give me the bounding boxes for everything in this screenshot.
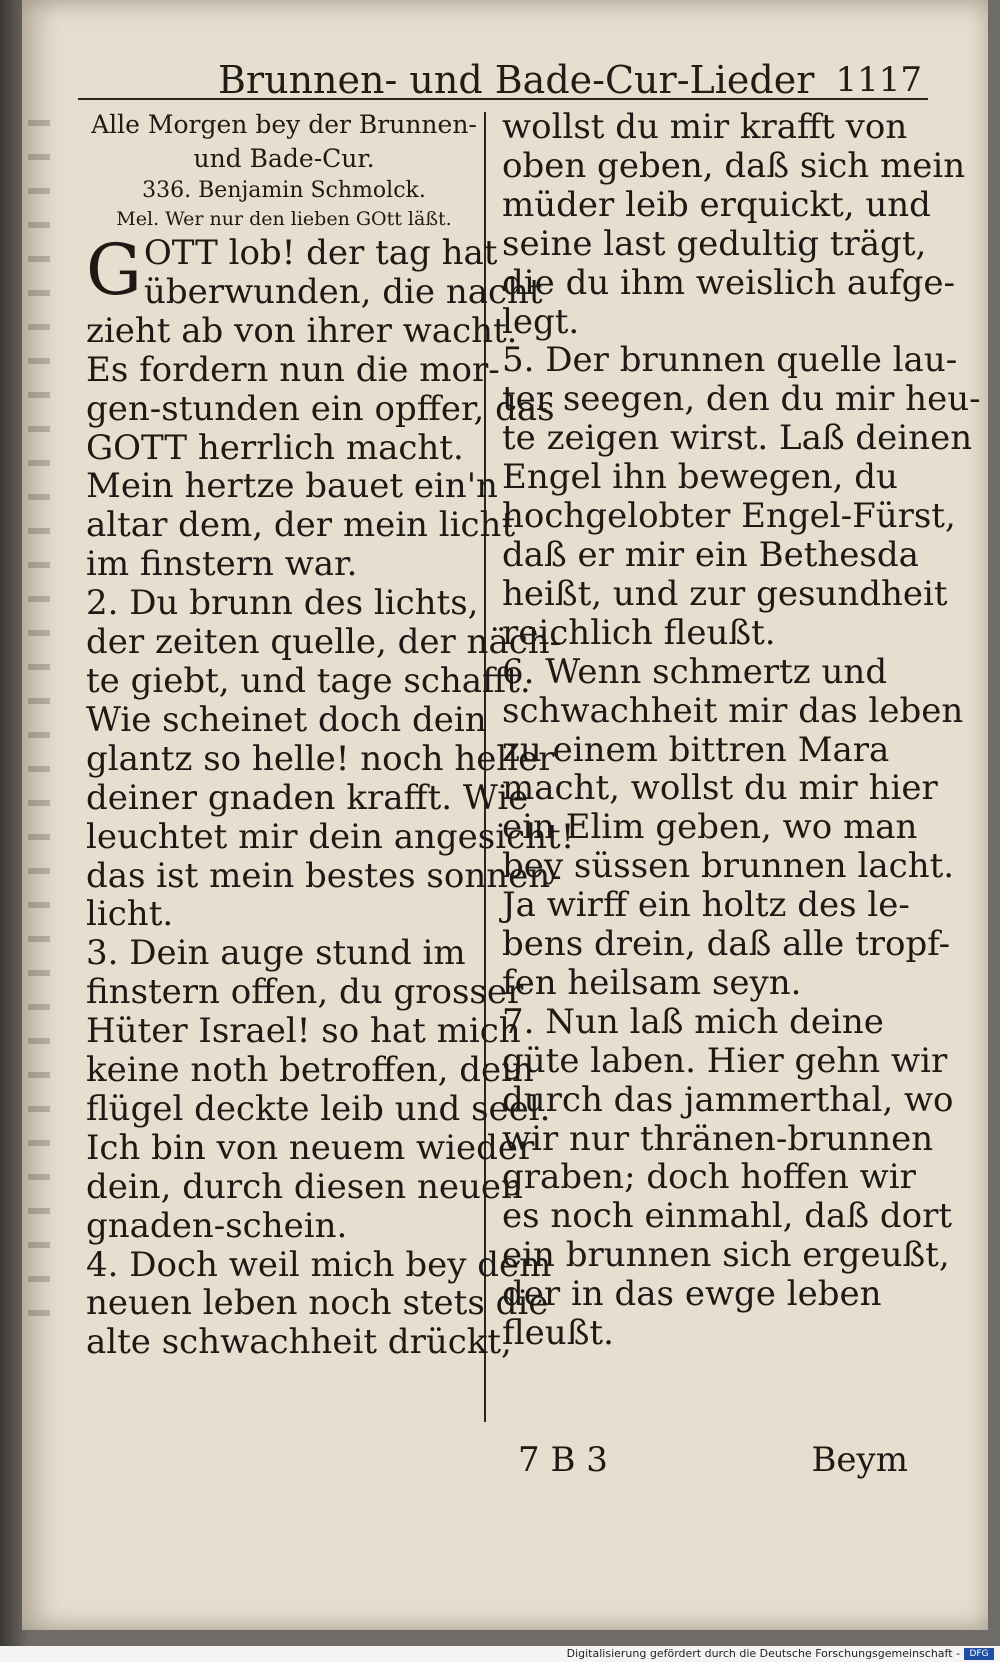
signature-mark: 7 B 3 xyxy=(518,1440,608,1480)
text-line: reichlich fleußt. xyxy=(502,612,776,653)
text-line: 4. Doch weil mich bey dem xyxy=(86,1244,552,1285)
text-line: 7. Nun laß mich deine xyxy=(502,1001,884,1042)
text-line: gnaden-schein. xyxy=(86,1205,348,1246)
text-line: zu einem bittren Mara xyxy=(502,729,890,770)
text-line: güte laben. Hier gehn wir xyxy=(502,1040,948,1081)
text-line: dein, durch diesen neuen xyxy=(86,1166,523,1207)
text-line: licht. xyxy=(86,894,174,935)
text-line: te giebt, und tage schafft. xyxy=(86,660,531,701)
hymn-heading-line2: und Bade-Cur. xyxy=(193,144,375,173)
text-line: zieht ab von ihrer wacht. xyxy=(86,310,518,351)
text-line: deiner gnaden krafft. Wie xyxy=(86,777,529,818)
text-line: 6. Wenn schmertz und xyxy=(502,651,888,692)
text-line: wir nur thränen-brunnen xyxy=(502,1118,934,1159)
hymn-melody: Mel. Wer nur den lieben GOtt läßt. xyxy=(116,208,452,230)
text-line: glantz so helle! noch heller xyxy=(86,738,555,779)
text-line: durch das jammerthal, wo xyxy=(502,1079,954,1120)
text-line: gen-stunden ein opffer, das xyxy=(86,388,555,429)
drop-cap: G xyxy=(86,229,142,311)
text-line: graben; doch hoffen wir xyxy=(502,1157,916,1198)
text-line: oben geben, daß sich mein xyxy=(502,145,966,186)
hymn-author: 336. Benjamin Schmolck. xyxy=(142,178,426,203)
text-line: die du ihm weislich aufge- xyxy=(502,262,956,303)
text-line: bens drein, daß alle tropf- xyxy=(502,924,951,965)
text-line: OTT lob! der tag hat xyxy=(143,233,498,273)
text-line: GOTT herrlich macht. xyxy=(86,427,464,468)
text-line: leuchtet mir dein angesicht! xyxy=(86,816,575,857)
text-line: Mein hertze bauet ein'n xyxy=(86,466,498,507)
text-line: hochgelobter Engel-Fürst, xyxy=(502,496,956,537)
text-line: flügel deckte leib und seel. xyxy=(86,1088,551,1129)
text-line: Wie scheinet doch dein xyxy=(86,699,487,740)
text-line: Hüter Israel! so hat mich xyxy=(86,1011,521,1052)
text-line: heißt, und zur gesundheit xyxy=(502,573,948,614)
text-line: müder leib erquickt, und xyxy=(502,184,931,225)
running-head xyxy=(78,58,928,104)
book-page xyxy=(22,0,988,1630)
text-line: keine noth betroffen, dein xyxy=(86,1050,534,1091)
text-line: 3. Dein auge stund im xyxy=(86,933,466,974)
dfg-logo: DFG xyxy=(964,1648,994,1660)
text-line: ter seegen, den du mir heu- xyxy=(502,379,981,420)
text-line: 5. Der brunnen quelle lau- xyxy=(502,340,958,381)
text-line: ein brunnen sich ergeußt, xyxy=(502,1235,950,1276)
hymn-heading-line1: Alle Morgen bey der Brunnen- xyxy=(91,110,477,139)
text-line: der in das ewge leben xyxy=(502,1274,882,1315)
text-line: bey süssen brunnen lacht. xyxy=(502,846,955,887)
text-line: fleußt. xyxy=(502,1313,614,1354)
opposite-page-bleed xyxy=(28,120,50,1320)
catchword: Beym xyxy=(811,1440,908,1480)
text-line: fen heilsam seyn. xyxy=(502,962,802,1003)
text-line: es noch einmahl, daß dort xyxy=(502,1196,952,1237)
dfg-credit-bar xyxy=(0,1646,1000,1662)
text-line: Es fordern nun die mor- xyxy=(86,349,500,390)
text-line: macht, wollst du mir hier xyxy=(502,768,938,809)
text-line: finstern offen, du grosser xyxy=(86,972,524,1013)
text-line: altar dem, der mein licht xyxy=(86,505,516,546)
text-line: im finstern war. xyxy=(86,544,358,585)
running-title: Brunnen- und Bade-Cur-Lieder xyxy=(218,58,815,102)
right-column xyxy=(502,107,981,1354)
text-line: Ja wirff ein holtz des le- xyxy=(502,885,910,926)
text-line: wollst du mir krafft von xyxy=(502,107,908,147)
header-rule xyxy=(78,98,928,100)
page-footer xyxy=(518,1440,908,1484)
text-line: der zeiten quelle, der näch- xyxy=(86,622,562,663)
text-line: Ich bin von neuem wieder xyxy=(86,1127,535,1168)
text-line: seine last gedultig trägt, xyxy=(502,223,927,264)
text-line: Engel ihn bewegen, du xyxy=(502,457,898,498)
page-number: 1117 xyxy=(835,60,922,100)
text-line: 2. Du brunn des lichts, xyxy=(86,583,479,624)
text-line: überwunden, die nacht xyxy=(143,271,543,312)
text-line: neuen leben noch stets die xyxy=(86,1283,549,1324)
text-line: ein Elim geben, wo man xyxy=(502,807,918,848)
text-line: schwachheit mir das leben xyxy=(502,690,964,731)
text-line: alte schwachheit drückt, xyxy=(86,1322,512,1363)
text-line: daß er mir ein Bethesda xyxy=(502,534,919,575)
text-line: das ist mein bestes sonnen- xyxy=(86,855,562,896)
text-line: te zeigen wirst. Laß deinen xyxy=(502,418,973,459)
dfg-credit-text: Digitalisierung gefördert durch die Deutsche Forschungsgemeinschaft - xyxy=(566,1647,960,1660)
text-line: legt. xyxy=(502,301,580,342)
